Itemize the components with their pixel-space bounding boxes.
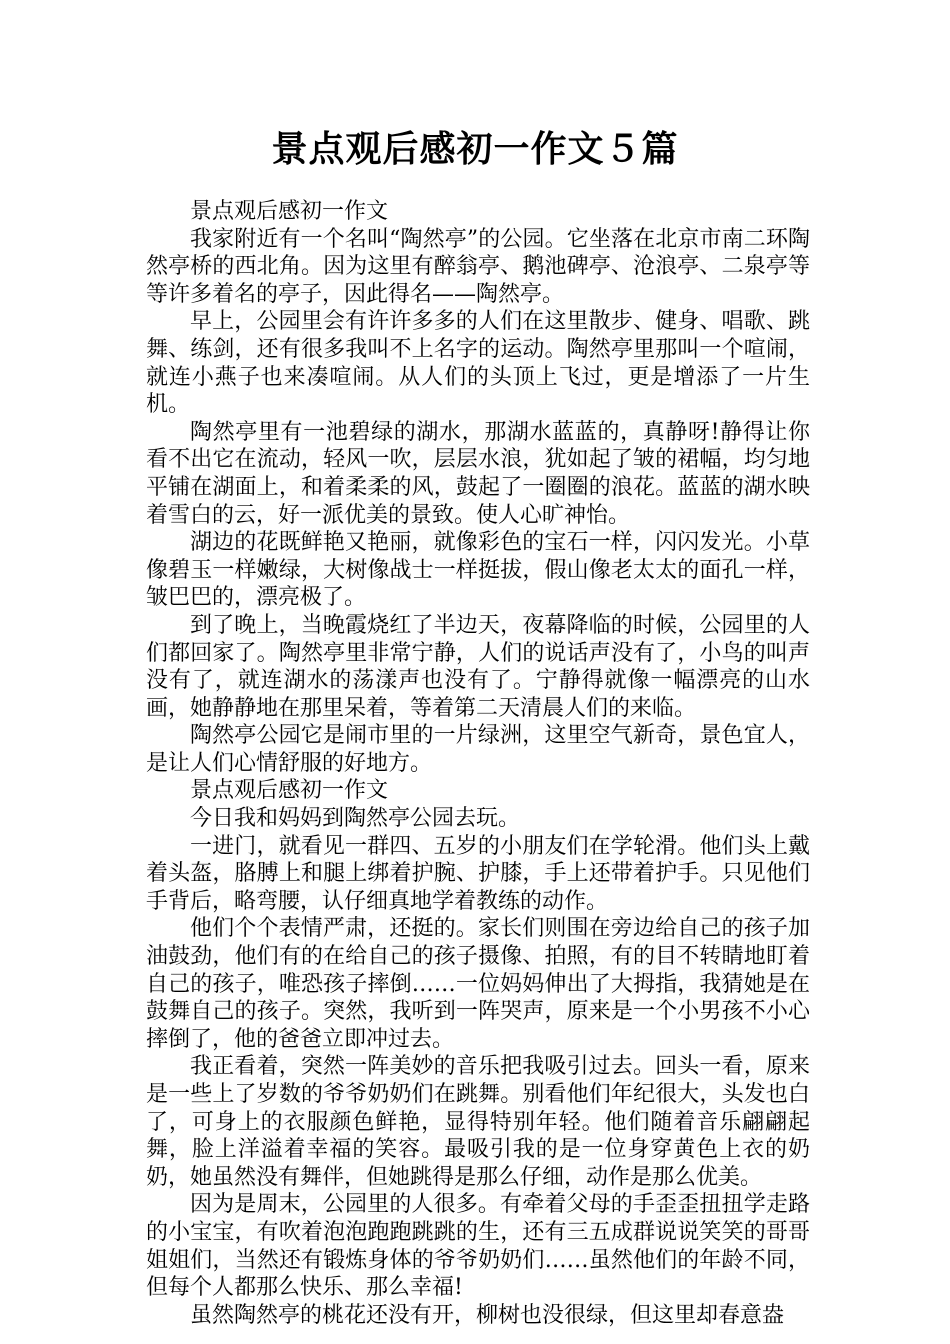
document-body xyxy=(146,198,810,1329)
paragraph: 我正看着，突然一阵美妙的音乐把我吸引过去。回头一看，原来是一些上了岁数的爷爷奶奶们在跳舞。别看他们年纪很大，头发也白了，可身上的衣服颜色鲜艳，显得特别年轻。他们随着音乐翩翩起舞，脸上洋溢着幸福的笑容。最吸引我的是一位身穿黄色上衣的奶奶，她虽然没有舞伴，但她跳得是那么仔细，动作是那么优美。 xyxy=(146,1054,810,1190)
paragraph: 景点观后感初一作文 xyxy=(190,778,389,804)
paragraph: 湖边的花既鲜艳又艳丽，就像彩色的宝石一样，闪闪发光。小草像碧玉一样嫩绿，大树像战士一样挺拔，假山像老太太的面孔一样，皱巴巴的，漂亮极了。 xyxy=(146,530,810,611)
paragraph: 他们个个表情严肃，还挺的。家长们则围在旁边给自己的孩子加油鼓劲，他们有的在给自己的孩子摄像、拍照，有的目不转睛地盯着自己的孩子，唯恐孩子摔倒……一位妈妈伸出了大拇指，我猜她是在鼓舞自己的孩子。突然，我听到一阵哭声，原来是一个小男孩不小心摔倒了，他的爸爸立即冲过去。 xyxy=(146,916,810,1052)
paragraph: 景点观后感初一作文 xyxy=(190,199,389,224)
paragraph: 我家附近有一个名叫“陶然亭”的公园。它坐落在北京市南二环陶然亭桥的西北角。因为这里有醉翁亭、鹅池碑亭、沧浪亭、二泉亭等等许多着名的亭子，因此得名——陶然亭。 xyxy=(146,226,810,307)
paragraph: 虽然陶然亭的桃花还没有开，柳树也没很绿，但这里却春意盎 xyxy=(190,1302,785,1328)
document-title: 景点观后感初一作文５篇 xyxy=(271,129,679,170)
paragraph: 今日我和妈妈到陶然亭公园去玩。 xyxy=(190,806,521,832)
paragraph: 到了晚上，当晚霞烧红了半边天，夜幕降临的时候，公园里的人们都回家了。陶然亭里非常宁静，人们的说话声没有了，小鸟的叫声没有了，就连湖水的荡漾声也没有了。宁静得就像一幅漂亮的山水画，她静静地在那里呆着，等着第二天清晨人们的来临。 xyxy=(146,612,810,721)
paragraph: 一进门，就看见一群四、五岁的小朋友们在学轮滑。他们头上戴着头盔，胳膊上和腿上绑着护腕、护膝，手上还带着护手。只见他们手背后，略弯腰，认仔细真地学着教练的动作。 xyxy=(146,833,810,914)
paragraph: 因为是周末，公园里的人很多。有牵着父母的手歪歪扭扭学走路的小宝宝，有吹着泡泡跑跑跳跳的生，还有三五成群说说笑笑的哥哥姐姐们，当然还有锻炼身体的爷爷奶奶们……虽然他们的年龄不同，但每个人都那么快乐、那么幸福! xyxy=(146,1192,810,1301)
paragraph: 陶然亭里有一池碧绿的湖水，那湖水蓝蓝的，真静呀!静得让你看不出它在流动，轻风一吹，层层水浪，犹如起了皱的裙幅，均匀地平铺在湖面上，和着柔柔的风，鼓起了一圈圈的浪花。蓝蓝的湖水映着雪白的云，好一派优美的景致。使人心旷神怡。 xyxy=(146,419,810,528)
paragraph: 陶然亭公园它是闹市里的一片绿洲，这里空气新奇，景色宜人，是让人们心情舒服的好地方。 xyxy=(146,723,810,776)
paragraph: 早上，公园里会有许许多多的人们在这里散步、健身、唱歌、跳舞、练剑，还有很多我叫不上名字的运动。陶然亭里那叫一个喧闹，就连小燕子也来凑喧闹。从人们的头顶上飞过，更是增添了一片生机。 xyxy=(146,309,810,418)
